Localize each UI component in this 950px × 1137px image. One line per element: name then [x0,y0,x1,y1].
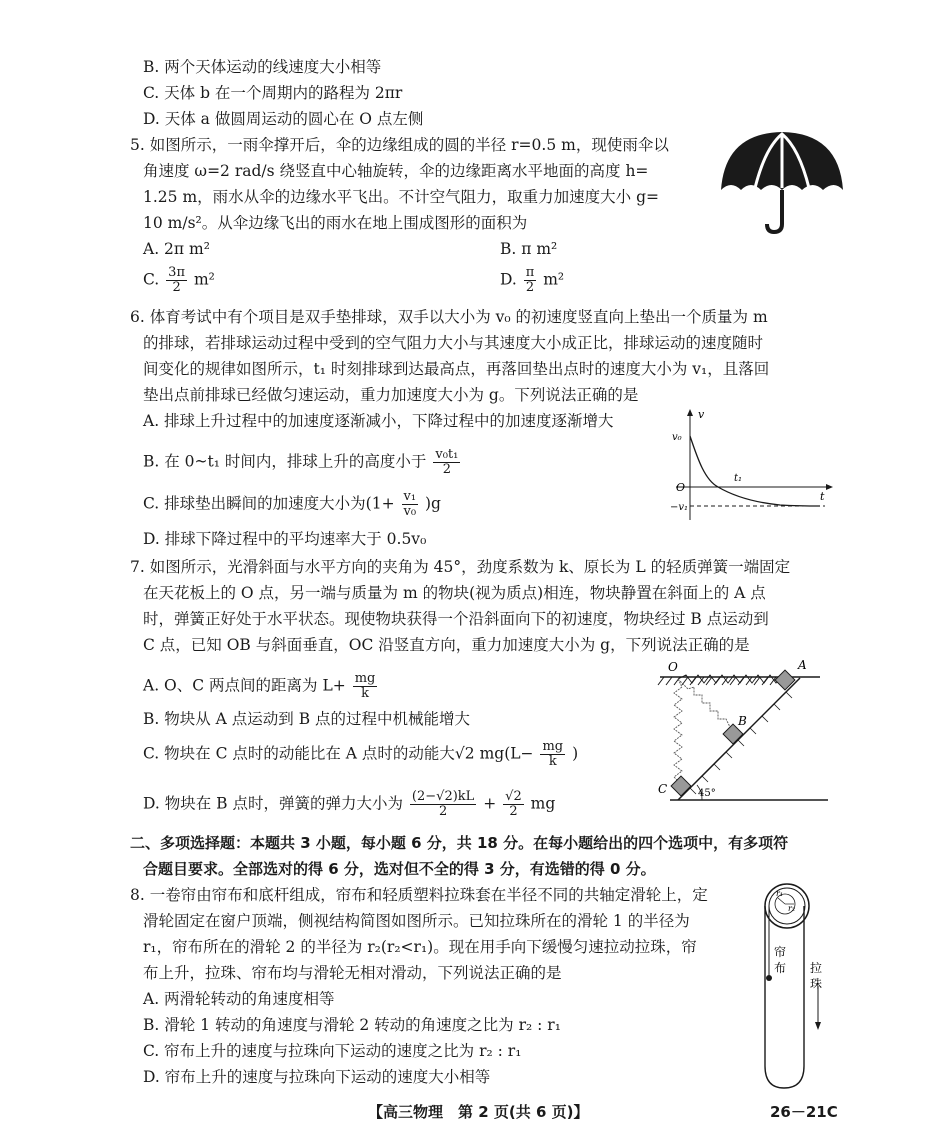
q5-d-den: 2 [525,280,535,295]
q7-c-fraction [540,740,565,769]
q6-option-d: D. 排球下降过程中的平均速率大于 0.5v₀ [143,530,427,548]
q7-a-den: k [361,686,369,701]
q7-a-num: mg [354,671,376,686]
q7-c-suffix: ) [572,744,579,763]
q8-stem-line1: 8. 一卷帘由帘布和底杆组成，帘布和轻质塑料拉珠套在半径不同的共轴定滑轮上，定 [130,886,708,904]
q5-stem-line3: 1.25 m，雨水从伞的边缘水平飞出。不计空气阻力，取重力加速度大小 g= [143,188,659,206]
q6-c-den: v₀ [403,504,417,519]
q6-c-suffix: )g [425,494,441,513]
fig-lianbu-char2: 布 [774,961,787,975]
q5-c-den: 2 [172,280,181,295]
fig-lazhu-char1: 拉 [810,961,823,975]
fig-r1-label: r₁ [776,889,784,898]
q7-c-num: mg [542,739,564,754]
roller-blind-figure [752,876,842,1096]
fig-label-c: C [658,782,668,796]
q6-b-prefix: B. 在 0~t₁ 时间内，排球上升的高度小于 [143,452,427,471]
q7-c-den: k [548,754,557,769]
footer-code: 26－21C [770,1103,838,1121]
q7-stem-line3: 时，弹簧正好处于水平状态。现使物块获得一个沿斜面向下的初速度，物块经过 B 点运动到 [143,610,769,628]
fig-lianbu-char1: 帘 [774,945,787,959]
fig-lazhu-char2: 珠 [810,977,823,991]
q7-option-d [143,790,555,819]
q5-c-fraction [166,266,187,295]
q6-c-num: v₁ [403,489,417,504]
q8-stem-line3: r₁，帘布所在的滑轮 2 的半径为 r₂(r₂<r₁)。现在用手向下缓慢匀速拉动拉珠，帘 [143,938,697,956]
q5-c-unit: m² [193,270,215,289]
q6-stem-line4: 垫出点前排球已经做匀速运动，重力加速度大小为 g。下列说法正确的是 [143,386,639,404]
fig-r2-label: r₂ [788,904,796,913]
q7-stem-line2: 在天花板上的 O 点，另一端与质量为 m 的物块(视为质点)相连，物块静置在斜面上的 A 点 [143,584,766,602]
q7-d-suffix: mg [530,794,556,813]
q7-option-a [143,672,379,701]
q7-d-num1: (2−√2)kL [411,789,475,804]
section2-heading-line2: 合题目要求。全部选对的得 6 分，选对但不全的得 3 分，有选错的得 0 分。 [143,860,656,878]
q8-option-c: C. 帘布上升的速度与拉珠向下运动的速度之比为 r₂ : r₁ [143,1042,522,1060]
q5-c-num: 3π [168,265,185,280]
q5-option-b: B. π m² [500,240,558,258]
q7-d-den1: 2 [438,804,448,819]
q6-option-b [143,448,462,477]
q6-stem-line3: 间变化的规律如图所示，t₁ 时刻排球到达最高点，再落回垫出点时的速度大小为 v₁，且落回 [143,360,770,378]
q6-option-a: A. 排球上升过程中的加速度逐渐减小，下降过程中的加速度逐渐增大 [143,412,614,430]
q8-stem-line2: 滑轮固定在窗户顶端，侧视结构简图如图所示。已知拉珠所在的滑轮 1 的半径为 [143,912,690,930]
fig-label-b: B [738,714,747,728]
q4-option-c: C. 天体 b 在一个周期内的路程为 2πr [143,84,403,102]
q5-d-prefix: D. [500,270,517,289]
q8-stem-line4: 布上升，拉珠、帘布均与滑轮无相对滑动，下列说法正确的是 [143,964,562,982]
velocity-time-graph [670,408,835,523]
q6-c-prefix: C. 排球垫出瞬间的加速度大小为(1+ [143,494,395,513]
q8-option-a: A. 两滑轮转动的角速度相等 [143,990,335,1008]
q5-option-d [500,266,564,295]
q4-option-d: D. 天体 a 做圆周运动的圆心在 O 点左侧 [143,110,424,128]
q5-stem-line4: 10 m/s²。从伞边缘飞出的雨水在地上围成图形的面积为 [143,214,528,232]
graph-v0-label: v₀ [672,432,682,443]
graph-t1-label: t₁ [734,473,743,484]
q5-option-c [143,266,215,295]
fig-label-a: A [798,658,807,672]
q5-d-num: π [525,265,535,280]
q7-option-c [143,740,578,769]
graph-origin-label: O [676,481,686,494]
footer-page-info: 【高三物理 第 2 页(共 6 页)】 [368,1103,589,1121]
q4-option-b: B. 两个天体运动的线速度大小相等 [143,58,382,76]
q6-stem-line2: 的排球，若排球运动过程中受到的空气阻力大小与其速度大小成正比，排球运动的速度随时 [143,334,764,352]
q5-option-a: A. 2π m² [143,240,210,258]
q6-c-fraction [402,490,419,519]
q6-option-c [143,490,441,519]
q7-stem-line4: C 点，已知 OB 与斜面垂直，OC 沿竖直方向，重力加速度大小为 g，下列说法正确的是 [143,636,750,654]
q6-stem-line1: 6. 体育考试中有个项目是双手垫排球，双手以大小为 v₀ 的初速度竖直向上垫出一个质量为 m [130,308,768,326]
graph-t-label: t [820,490,825,503]
q7-c-prefix: C. 物块在 C 点时的动能比在 A 点时的动能大√2 mg(L− [143,744,534,763]
umbrella-figure [715,128,850,238]
q7-d-fraction-1 [410,790,476,819]
fig-angle-label: 45° [698,788,716,799]
graph-v-label: v [698,408,705,421]
q7-option-b: B. 物块从 A 点运动到 B 点的过程中机械能增大 [143,710,471,728]
q7-a-fraction [353,672,378,701]
q8-option-d: D. 帘布上升的速度与拉珠向下运动的速度大小相等 [143,1068,491,1086]
q6-b-fraction [433,448,460,477]
graph-neg-v1-label: −v₁ [670,502,689,513]
q5-stem-line2: 角速度 ω=2 rad/s 绕竖直中心轴旋转，伞的边缘距离水平地面的高度 h= [143,162,649,180]
fig-label-o: O [668,660,678,674]
q6-b-num: v₀t₁ [435,447,459,462]
incline-spring-figure [650,655,830,810]
q7-d-plus: + [483,794,497,813]
q5-d-fraction [524,266,537,295]
q7-d-den2: 2 [509,804,518,819]
q7-a-prefix: A. O、C 两点间的距离为 L+ [143,676,346,695]
section2-heading-line1: 二、多项选择题：本题共 3 小题，每小题 6 分，共 18 分。在每小题给出的四个选项中，有多项符 [130,834,789,852]
q7-d-prefix: D. 物块在 B 点时，弹簧的弹力大小为 [143,794,403,813]
q5-d-unit: m² [543,270,565,289]
q6-b-den: 2 [442,462,451,477]
q7-stem-line1: 7. 如图所示，光滑斜面与水平方向的夹角为 45°，劲度系数为 k、原长为 L 的轻质弹簧一端固定 [130,558,791,576]
q8-option-b: B. 滑轮 1 转动的角速度与滑轮 2 转动的角速度之比为 r₂ : r₁ [143,1016,561,1034]
q7-d-fraction-2 [503,790,524,819]
q5-c-prefix: C. [143,270,160,289]
q7-d-num2: √2 [505,789,522,804]
q5-stem-line1: 5. 如图所示，一雨伞撑开后，伞的边缘组成的圆的半径 r=0.5 m，现使雨伞以 [130,136,669,154]
